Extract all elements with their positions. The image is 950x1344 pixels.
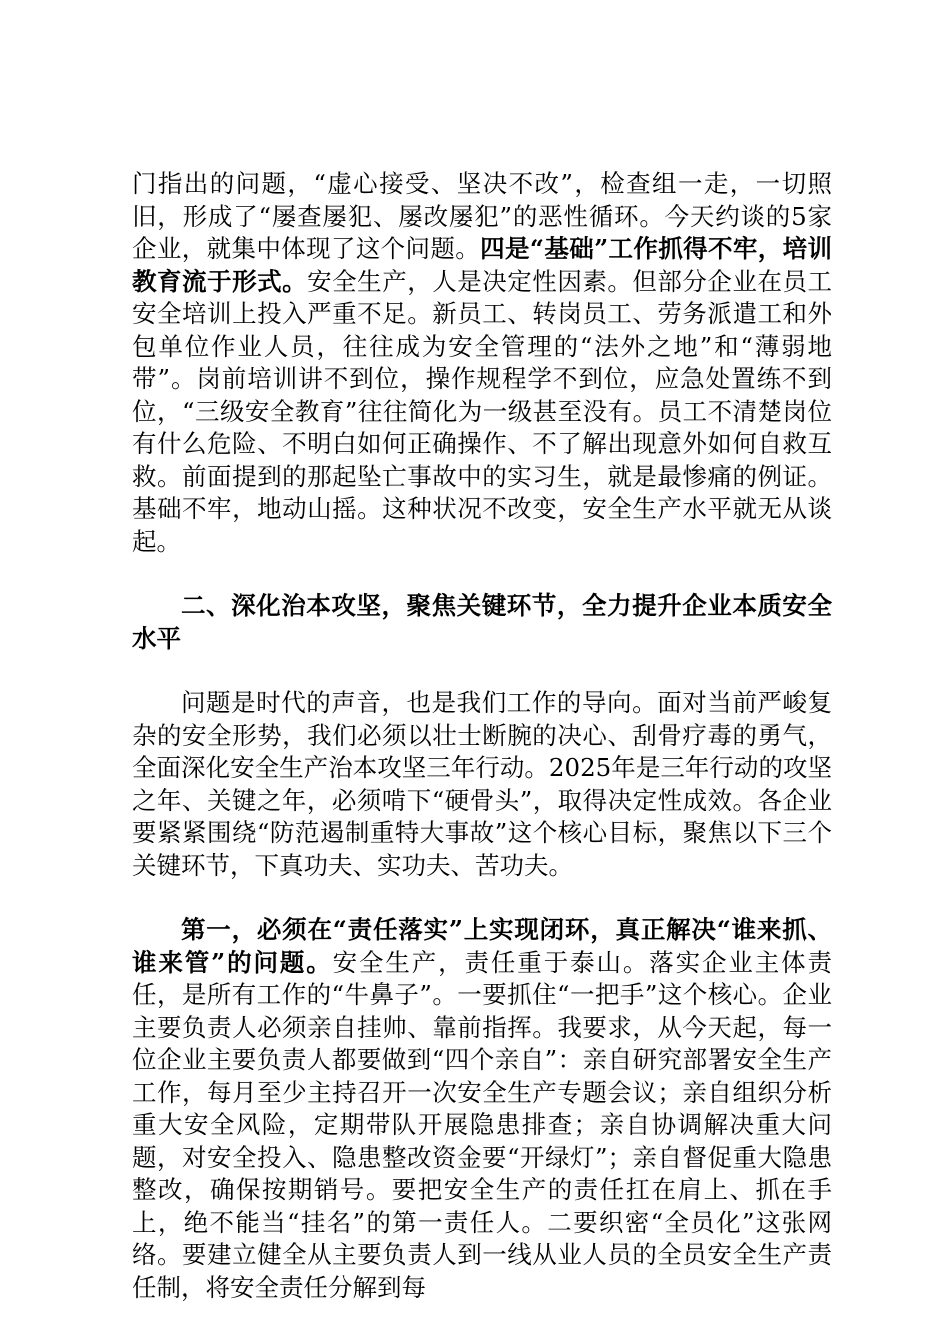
paragraph-bold-point-four: 四是“基础”工作抓得不牢，培训教育流于形式。 <box>132 234 832 296</box>
section-heading-two: 二、深化治本攻坚，聚焦关键环节，全力提升企业本质安全水平 <box>132 591 832 653</box>
paragraph-text: 门指出的问题，“虚心接受、坚决不改”，检查组一走，一切照旧，形成了“屡查屡犯、屡改屡犯”的恶性循环。今天约谈的5家企业，就集中体现了这个问题。 <box>132 169 832 263</box>
paragraph-text: 安全生产，责任重于泰山。落实企业主体责任，是所有工作的“牛鼻子”。一要抓住“一把手”这个核心。企业主要负责人必须亲自挂帅、靠前指挥。我要求，从今天起，每一位企业主要负责人都要做到“四个亲自”：亲自研究部署安全生产工作，每月至少主持召开一次安全生产专题会议；亲自组织分析重大安全风险，定期带队开展隐患排查；亲自协调解决重大问题，对安全投入、隐患整改资金要“开绿灯”；亲自督促重大隐患整改，确保按期销号。要把安全生产的责任扛在肩上、抓在手上，绝不能当“挂名”的第一责任人。二要织密“全员化”这张网络。要建立健全从主要负责人到一线从业人员的全员安全生产责任制，将安全责任分解到每 <box>132 947 832 1302</box>
paragraph-problems-continued <box>132 168 832 558</box>
paragraph-text: 安全生产，人是决定性因素。但部分企业在员工安全培训上投入严重不足。新员工、转岗员工、劳务派遣工和外包单位作业人员，往往成为安全管理的“法外之地”和“薄弱地带”。岗前培训讲不到位，操作规程学不到位，应急处置练不到位，“三级安全教育”往往简化为一级甚至没有。员工不清楚岗位有什么危险、不明白如何正确操作、不了解出现意外如何自救互救。前面提到的那起坠亡事故中的实习生，就是最惨痛的例证。基础不牢，地动山摇。这种状况不改变，安全生产水平就无从谈起。 <box>132 266 833 556</box>
paragraph-intro: 问题是时代的声音，也是我们工作的导向。面对当前严峻复杂的安全形势，我们必须以壮士断腕的决心、刮骨疗毒的勇气，全面深化安全生产治本攻坚三年行动。2025年是三年行动的攻坚之年、关键之年，必须啃下“硬骨头”，取得决定性成效。各企业要紧紧围绕“防范遏制重特大事故”这个核心目标，聚焦以下三个关键环节，下真功夫、实功夫、苦功夫。 <box>132 688 832 880</box>
document-page <box>132 168 832 1304</box>
paragraph-responsibility <box>132 914 832 1304</box>
paragraph-bold-first: 第一，必须在“责任落实”上实现闭环，真正解决“谁来抓、谁来管”的问题。 <box>132 915 832 977</box>
